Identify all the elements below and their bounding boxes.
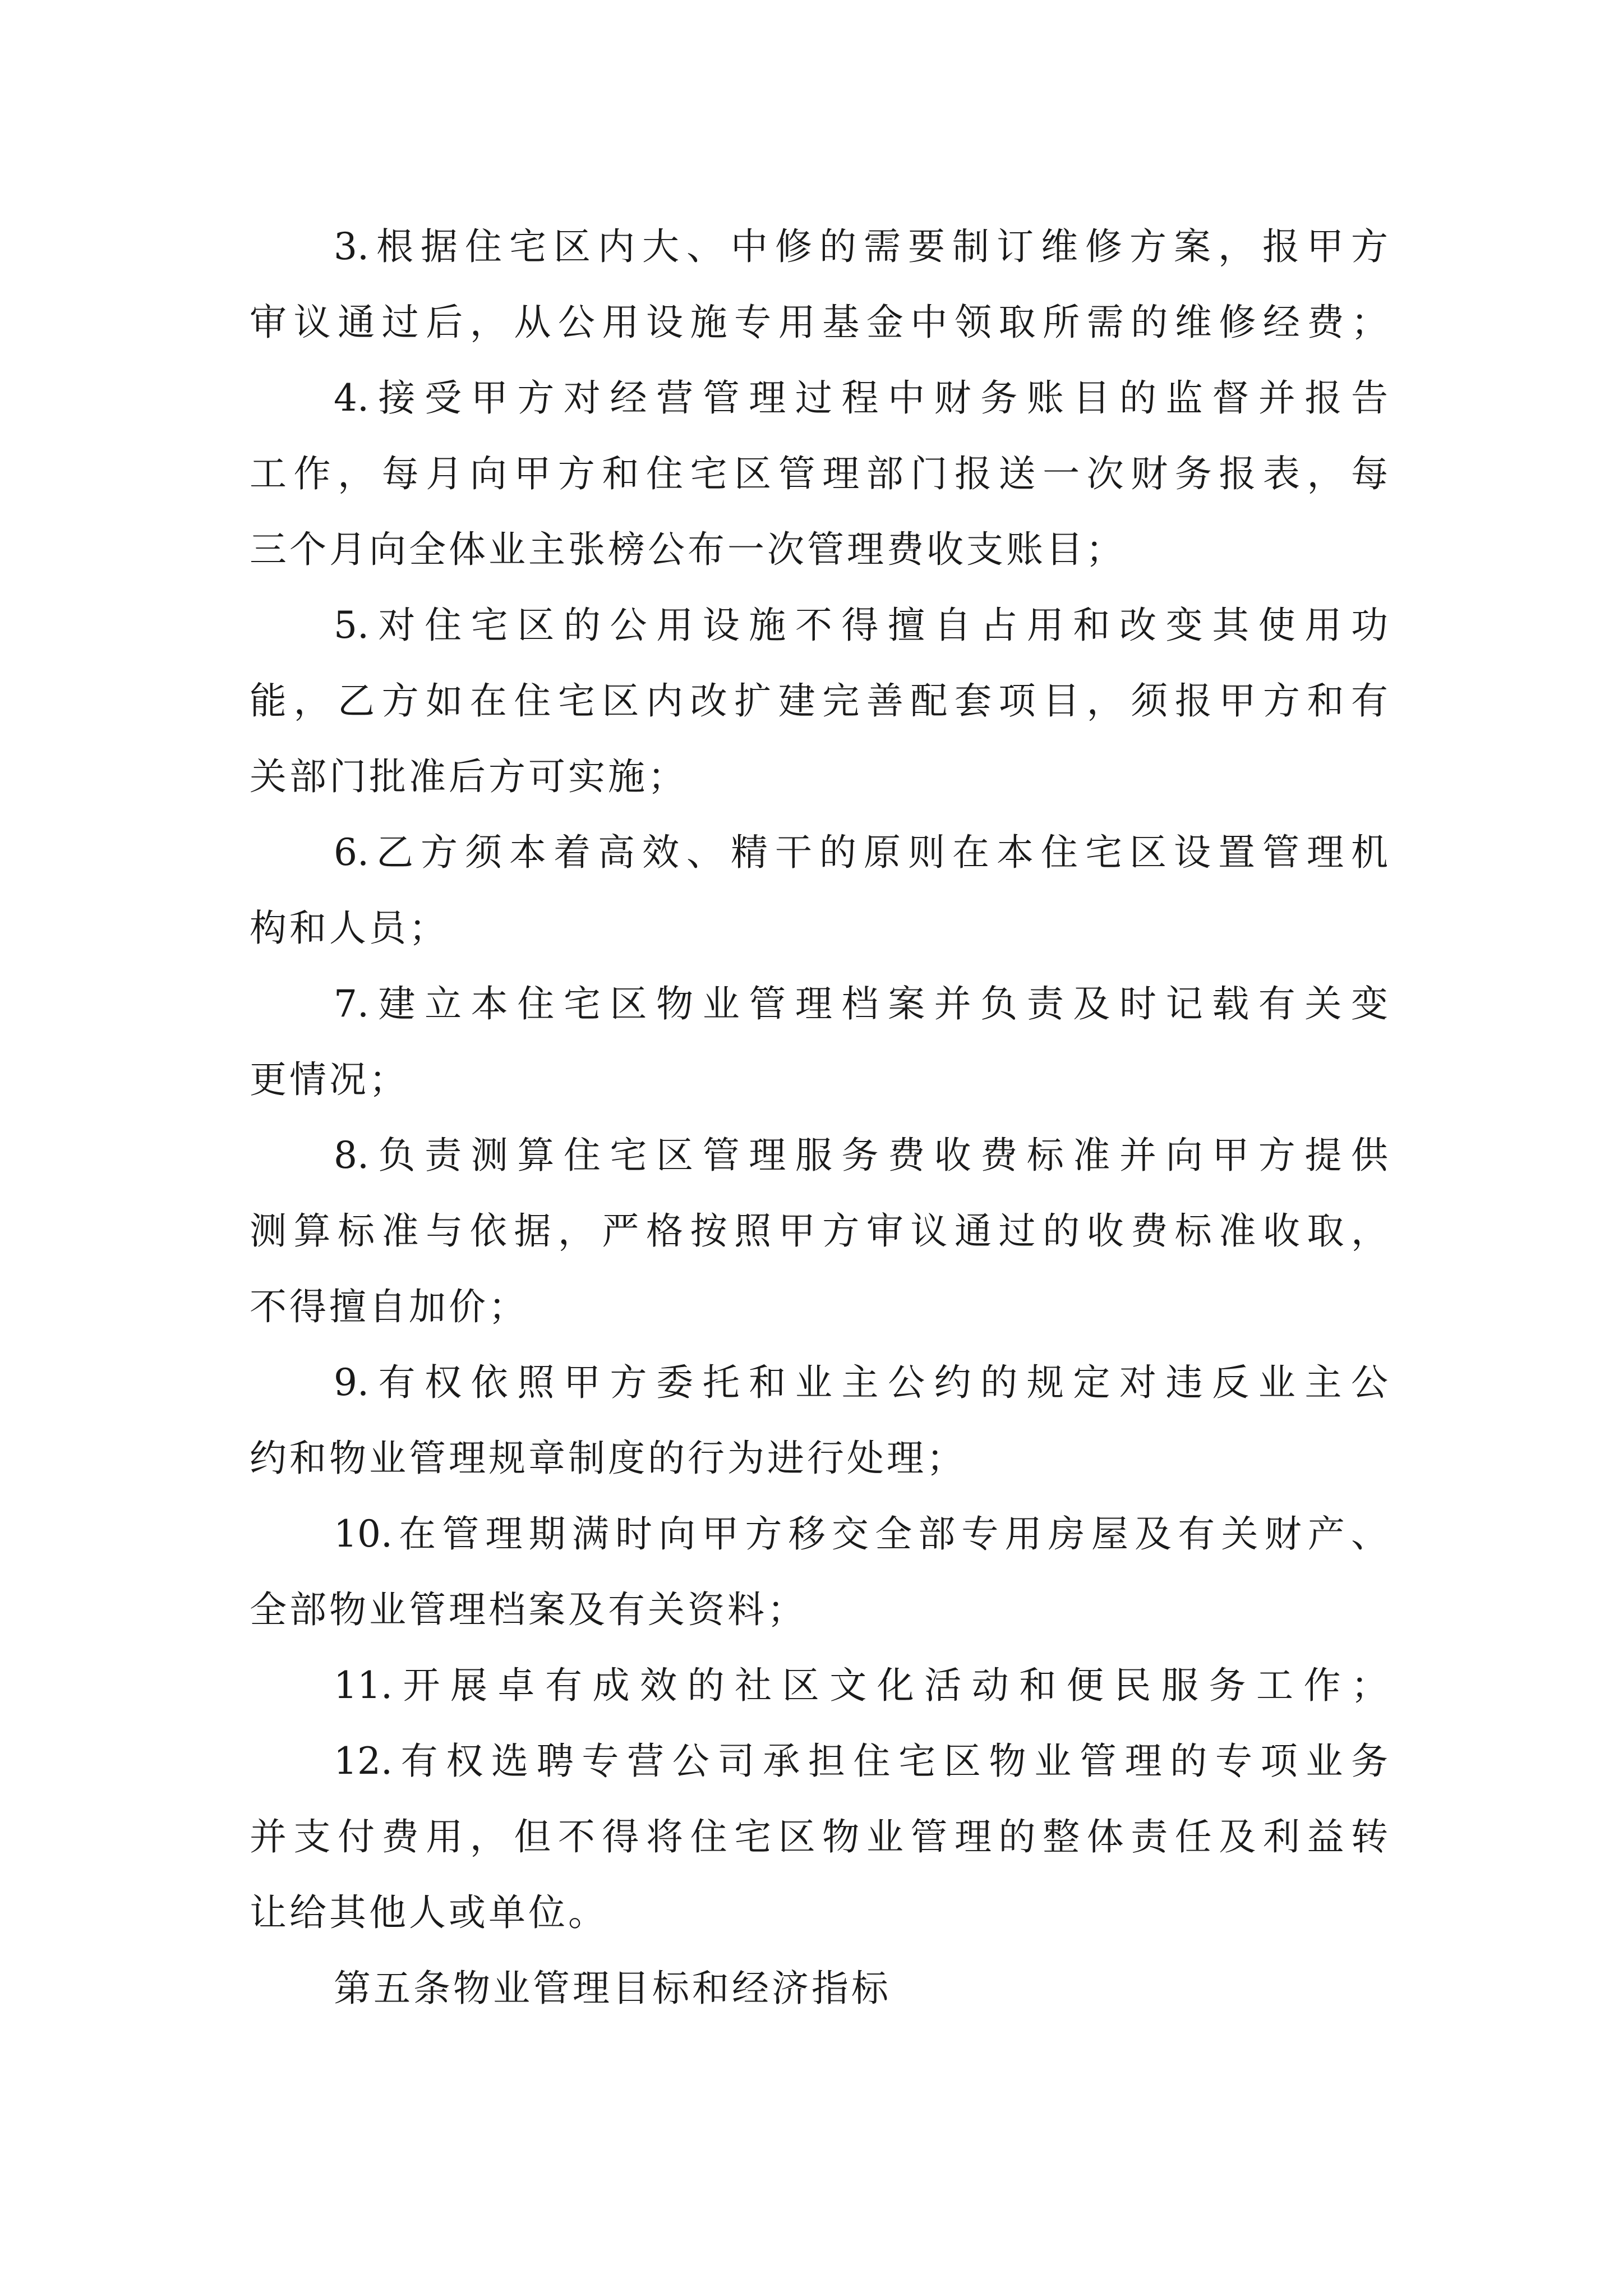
clause-11-line-1: 11.开展卓有成效的社区文化活动和便民服务工作；	[334, 1664, 1388, 1707]
clause-12-line-1: 12.有权选聘专营公司承担住宅区物业管理的专项业务	[334, 1740, 1388, 1783]
clause-6-line-2: 构和人员；	[250, 907, 449, 950]
clause-10-line-1: 10.在管理期满时向甲方移交全部专用房屋及有关财产、	[334, 1512, 1388, 1556]
clause-4-line-2: 工作，每月向甲方和住宅区管理部门报送一次财务报表，每	[250, 452, 1388, 495]
clause-5-line-1: 5.对住宅区的公用设施不得擅自占用和改变其使用功	[334, 604, 1388, 647]
clause-5-line-2: 能，乙方如在住宅区内改扩建完善配套项目，须报甲方和有	[250, 679, 1388, 723]
clause-3-line-2: 审议通过后，从公用设施专用基金中领取所需的维修经费；	[250, 301, 1388, 344]
clause-3-line-1: 3.根据住宅区内大、中修的需要制订维修方案，报甲方	[334, 225, 1388, 268]
clause-12-line-3: 让给其他人或单位。	[250, 1891, 608, 1934]
clause-10-line-2: 全部物业管理档案及有关资料；	[250, 1588, 807, 1631]
clause-8-line-3: 不得擅自加价；	[250, 1285, 528, 1328]
clause-8-line-1: 8.负责测算住宅区管理服务费收费标准并向甲方提供	[334, 1134, 1388, 1177]
clause-9-line-1: 9.有权依照甲方委托和业主公约的规定对违反业主公	[334, 1361, 1388, 1404]
clause-4-line-1: 4.接受甲方对经营管理过程中财务账目的监督并报告	[334, 376, 1388, 420]
clause-9-line-2: 约和物业管理规章制度的行为进行处理；	[250, 1437, 966, 1480]
article-5-heading: 第五条物业管理目标和经济指标	[334, 1967, 891, 2010]
clause-12-line-2: 并支付费用，但不得将住宅区物业管理的整体责任及利益转	[250, 1815, 1388, 1858]
clause-8-line-2: 测算标准与依据，严格按照甲方审议通过的收费标准收取，	[250, 1209, 1388, 1253]
clause-6-line-1: 6.乙方须本着高效、精干的原则在本住宅区设置管理机	[334, 831, 1388, 874]
clause-7-line-1: 7.建立本住宅区物业管理档案并负责及时记载有关变	[334, 982, 1388, 1025]
clause-4-line-3: 三个月向全体业主张榜公布一次管理费收支账目；	[250, 528, 1126, 571]
clause-5-line-3: 关部门批准后方可实施；	[250, 755, 688, 798]
clause-7-line-2: 更情况；	[250, 1058, 409, 1101]
